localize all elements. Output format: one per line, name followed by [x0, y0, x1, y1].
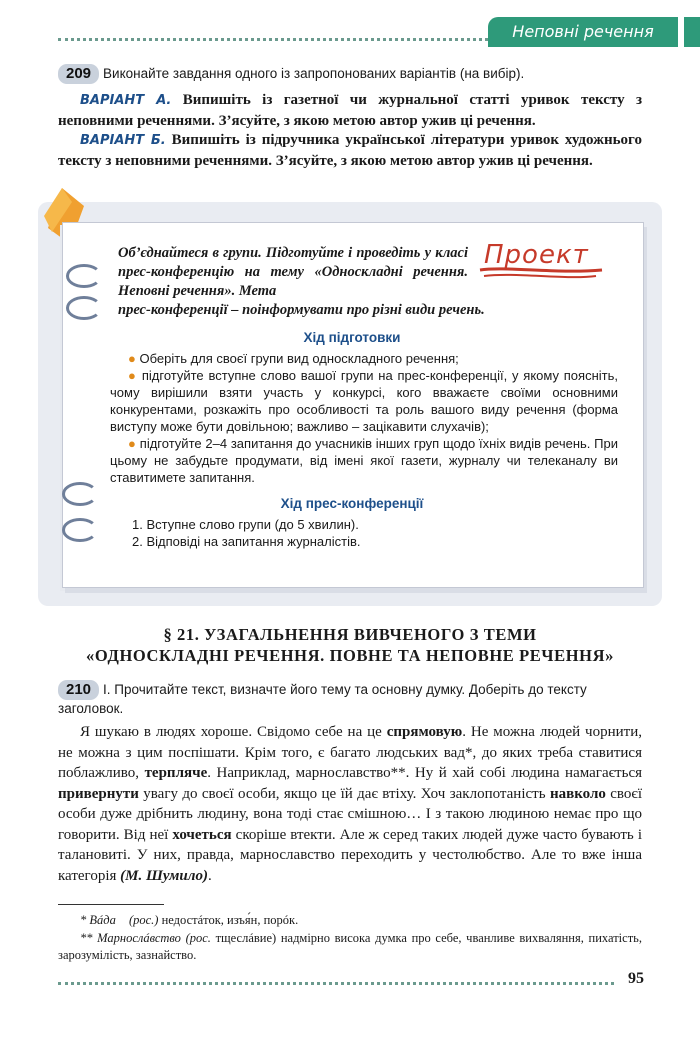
key-word: спрямовую — [386, 724, 463, 740]
bullet-icon: ● — [128, 368, 138, 383]
project-stamp-label: Проект — [484, 240, 589, 270]
footnote-2 — [58, 930, 642, 964]
variant-b-text: Випишіть із підручника української літератури уривок художнього тексту з неповними реченнями. З’ясуйте, з якою метою автор ужив ці речення. — [58, 132, 642, 169]
section-header-tab — [488, 17, 678, 47]
bullet-icon: ● — [128, 351, 136, 366]
prep-list — [110, 350, 618, 486]
key-word: хочеться — [172, 826, 232, 843]
binder-ring-icon — [62, 518, 98, 542]
header-edge-block — [684, 17, 700, 47]
binder-ring-icon — [66, 296, 102, 320]
conf-item: 1. Вступне слово групи (до 5 хвилин). — [132, 517, 359, 532]
footnote-1 — [58, 912, 642, 929]
task-209-instruction — [58, 64, 658, 84]
key-word: навколо — [549, 785, 606, 802]
footer-dotted-rule — [58, 982, 614, 985]
footnote-2-lang: (рос. — [185, 931, 211, 945]
conf-list — [132, 516, 532, 550]
footnote-2-text: тщеслáвие) надмірно висока думка про себе, чванливе вихваляння, пихатість, зарозумілість, зазнайство. — [58, 931, 642, 962]
prep-item: ● Оберіть для своєї групи вид односкладного речення; — [128, 351, 459, 366]
footnote-1-text: недостáток, изъя́н, порóк. — [161, 913, 299, 927]
variant-a-label: ВАРІАНТ А. — [80, 93, 172, 108]
header-dotted-rule — [58, 38, 488, 41]
key-word: привернути — [58, 785, 139, 802]
variant-a-text: Випишіть із газетної чи журнальної статті уривок тексту з неповними реченнями. З’ясуйте, з якою метою автор ужив ці речення. — [58, 92, 642, 129]
conf-title: Хід прес-конференції — [280, 496, 424, 511]
task-209-text: Виконайте завдання одного із запропонованих варіантів (на вибір). — [103, 66, 525, 81]
paragraph-title-line2: «ОДНОСКЛАДНІ РЕЧЕННЯ. ПОВНЕ ТА НЕПОВНЕ РЕЧЕННЯ» — [86, 646, 614, 665]
author-name: (М. Шумило) — [120, 867, 208, 884]
footnote-2-term: ** Марнослáвство — [80, 931, 181, 945]
task-210-badge: 210 — [58, 680, 99, 700]
footnote-1-lang: (рос.) — [128, 913, 159, 927]
footnote-1-term: * Вáда — [80, 913, 116, 927]
paragraph-title — [40, 624, 660, 666]
footnote-rule — [58, 904, 164, 905]
bullet-icon: ● — [128, 436, 137, 451]
key-word: терпляче — [144, 765, 208, 781]
reading-text: Я шукаю в людях хороше. Свідомо себе на це спрямовую. Не можна людей чорнити, не можна з цим поспішати. Крім того, є багато людських вад*, до яких треба ставитися поблажливо, терпляче. Наприклад, марнославство**. Ну й хай собі людина намагається привернути увагу до своєї особи, якщо це їй дає втіху. Хоч заклопотаність навколо своєї особи дуже дрібнить людину, вона тоді стає смішною… І з такою людиною немає про що говорити. Від неї хочеться скоріше втекти. Але ж серед таких людей дуже часто бувають і талановиті. У них, правда, марнославство переходить у честолюбство. Але то вже інша категорія (М. Шумило). — [58, 724, 642, 884]
page-number: 95 — [628, 970, 644, 987]
task-209-badge: 209 — [58, 64, 99, 84]
prep-item: ● підготуйте 2–4 запитання до учасників інших груп щодо їхніх видів речень. При цьому не забудьте продумати, від імені якої газети, журналу чи телеканалу ви ставитимете запитання. — [110, 436, 618, 485]
prep-title: Хід підготовки — [303, 330, 401, 345]
project-stamp — [476, 240, 604, 284]
prep-item: ● підготуйте вступне слово вашої групи на прес-конференції, у якому поясніть, чому вирішили взяти участь у конкурсі, кого вважаєте своїми основними конкурентами, розкажіть про особливості та роль вашого виду речення (форма виступу може бути довільною; важливо – зацікавити слухачів); — [110, 368, 618, 434]
project-intro-part1: Об’єднайтеся в групи. Підготуйте і проведіть у класі прес-конференцію на тему «Односкладні речення. Неповні речення». Мета — [118, 245, 468, 299]
task-210-instruction — [58, 680, 642, 718]
paragraph-title-line1: § 21. УЗАГАЛЬНЕННЯ ВИВЧЕНОГО З ТЕМИ — [163, 625, 537, 644]
binder-ring-icon — [66, 264, 102, 288]
project-intro-part2: прес-конференції – поінформувати про різні види речень. — [118, 302, 485, 318]
variant-b-label: ВАРІАНТ Б. — [80, 133, 166, 148]
variant-b — [58, 130, 642, 171]
project-intro — [118, 244, 485, 320]
task-210-text: I. Прочитайте текст, визначте його тему та основну думку. Доберіть до тексту заголовок. — [58, 682, 587, 716]
section-header-label: Неповні речення — [512, 22, 654, 41]
variant-a — [58, 90, 642, 131]
conf-item: 2. Відповіді на запитання журналістів. — [132, 534, 361, 549]
